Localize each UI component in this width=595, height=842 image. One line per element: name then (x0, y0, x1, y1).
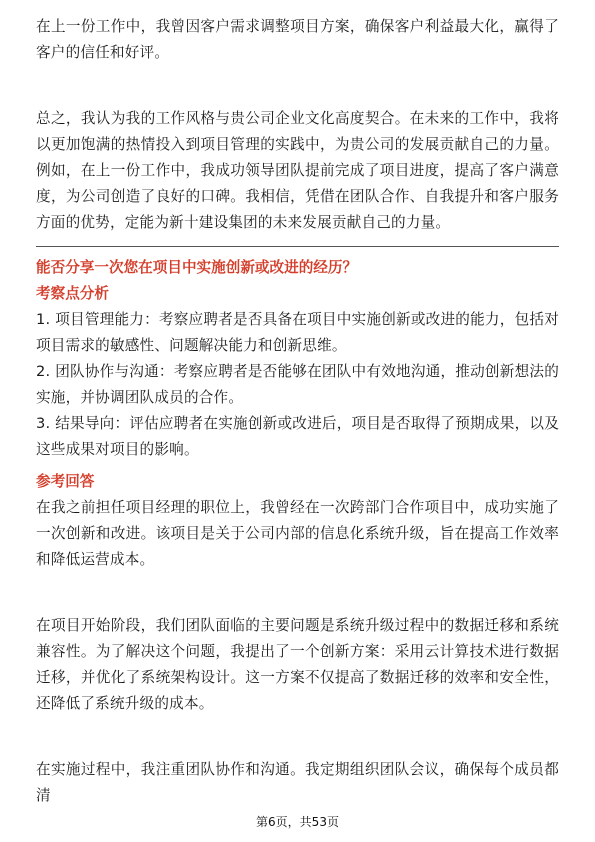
page-number: 第6页，共53页 (256, 815, 339, 829)
question-title: 能否分享一次您在项目中实施创新或改进的经历？ (36, 259, 358, 276)
analysis-point-2: 2. 团队协作与沟通：考察应聘者是否能够在团队中有效地沟通，推动创新想法的实施，并协调团队成员的合作。 (36, 363, 559, 406)
intro-paragraph-1: 在上一份工作中，我曾因客户需求调整项目方案，确保客户利益最大化，赢得了客户的信任和好评。 (36, 18, 559, 61)
paragraph-spacer (36, 717, 559, 757)
answer-paragraph-2: 在项目开始阶段，我们团队面临的主要问题是系统升级过程中的数据迁移和系统兼容性。为了解决这个问题，我提出了一个创新方案：采用云计算技术进行数据迁移，并优化了系统架构设计。这一方案不仅提高了数据迁移的效率和安全性，还降低了系统升级的成本。 (36, 617, 559, 712)
paragraph-spacer (36, 573, 559, 613)
analysis-point-1: 1. 项目管理能力：考察应聘者是否具备在项目中实施创新或改进的能力，包括对项目需求的敏感性、问题解决能力和创新思维。 (36, 311, 559, 354)
section-divider (36, 246, 559, 247)
paragraph-spacer (36, 66, 559, 106)
analysis-point-3: 3. 结果导向：评估应聘者在实施创新或改进后，项目是否取得了预期成果，以及这些成果对项目的影响。 (36, 415, 559, 458)
page-content (36, 14, 559, 809)
intro-paragraph-2: 总之，我认为我的工作风格与贵公司企业文化高度契合。在未来的工作中，我将以更加饱满的热情投入到项目管理的实践中，为贵公司的发展贡献自己的力量。例如，在上一份工作中，我成功领导团队提前完成了项目进度，提高了客户满意度，为公司创造了良好的口碑。我相信，凭借在团队合作、自我提升和客户服务方面的优势，定能为新十建设集团的未来发展贡献自己的力量。 (36, 110, 559, 231)
answer-heading: 参考回答 (36, 473, 95, 490)
analysis-heading: 考察点分析 (36, 285, 109, 302)
answer-paragraph-3: 在实施过程中，我注重团队协作和沟通。我定期组织团队会议，确保每个成员都清 (36, 761, 559, 804)
answer-paragraph-1: 在我之前担任项目经理的职位上，我曾经在一次跨部门合作项目中，成功实施了一次创新和改进。该项目是关于公司内部的信息化系统升级，旨在提高工作效率和降低运营成本。 (36, 499, 559, 568)
